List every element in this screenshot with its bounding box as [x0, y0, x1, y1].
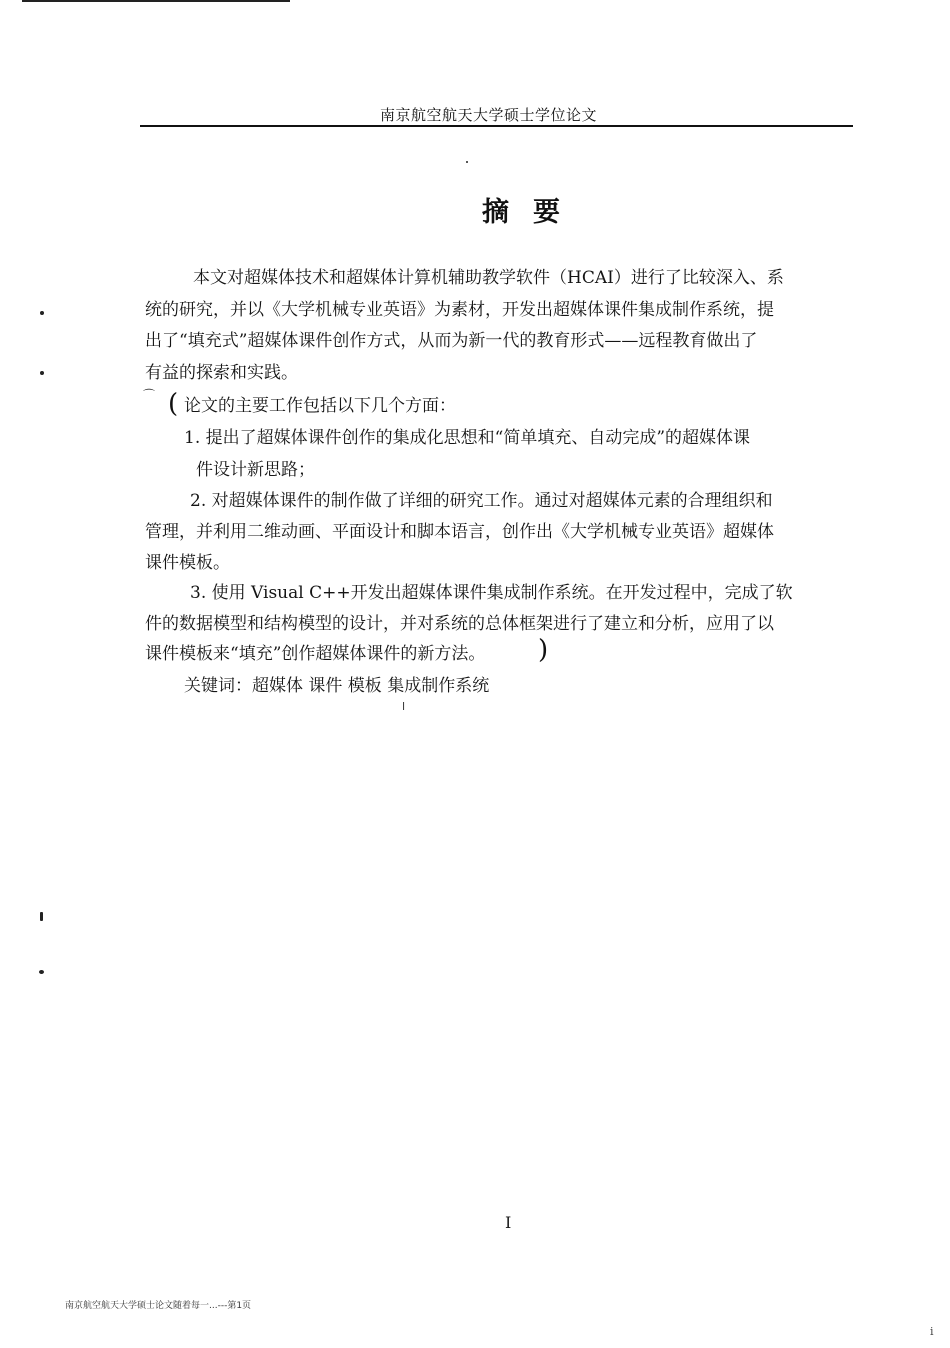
- intro-line-3: 出了“填充式”超媒体课件创作方式，从而为新一代的教育形式——远程教育做出了: [145, 331, 758, 351]
- handwritten-bracket-close: ): [538, 635, 549, 665]
- item3-line-3: 课件模板来“填充”创作超媒体课件的新方法。: [145, 644, 486, 664]
- speck: [466, 161, 468, 163]
- item1-line-1: 1. 提出了超媒体课件创作的集成化思想和“简单填充、自动完成”的超媒体课: [184, 428, 751, 448]
- intro-line-2: 统的研究，并以《大学机械专业英语》为素材，开发出超媒体课件集成制作系统，提: [145, 300, 774, 320]
- work-intro: 论文的主要工作包括以下几个方面：: [184, 396, 456, 416]
- item3-line-1: 3. 使用 Visual C++开发出超媒体课件集成制作系统。在开发过程中，完成了软: [190, 583, 793, 603]
- corner-mark: i: [930, 1325, 934, 1338]
- top-edge-rule: [22, 0, 290, 2]
- footer-text: 南京航空航天大学硕士论文随着每一...---第1页: [65, 1301, 252, 1311]
- margin-speck: [40, 311, 44, 315]
- item3-line-2: 件的数据模型和结构模型的设计，并对系统的总体框架进行了建立和分析，应用了以: [145, 614, 774, 634]
- handwritten-bracket: (: [168, 389, 179, 419]
- page-title: 摘要: [482, 197, 584, 228]
- handwritten-mark: ⌒: [143, 388, 156, 402]
- handwritten-tick: ǀ: [402, 700, 406, 713]
- margin-speck: [39, 970, 44, 974]
- header-rule: [140, 125, 853, 127]
- margin-speck: [40, 371, 44, 375]
- margin-speck: [40, 912, 43, 921]
- item2-line-1: 2. 对超媒体课件的制作做了详细的研究工作。通过对超媒体元素的合理组织和: [190, 491, 773, 511]
- intro-line-1: 本文对超媒体技术和超媒体计算机辅助教学软件（HCAI）进行了比较深入、系: [193, 268, 784, 288]
- item1-line-2: 件设计新思路；: [196, 460, 315, 480]
- page-number: I: [505, 1213, 512, 1232]
- intro-line-4: 有益的探索和实践。: [145, 363, 298, 383]
- item2-line-2: 管理，并利用二维动画、平面设计和脚本语言，创作出《大学机械专业英语》超媒体: [145, 522, 774, 542]
- keywords: 关键词：超媒体 课件 模板 集成制作系统: [184, 676, 490, 696]
- item2-line-3: 课件模板。: [145, 553, 230, 573]
- running-header: 南京航空航天大学硕士学位论文: [380, 106, 598, 124]
